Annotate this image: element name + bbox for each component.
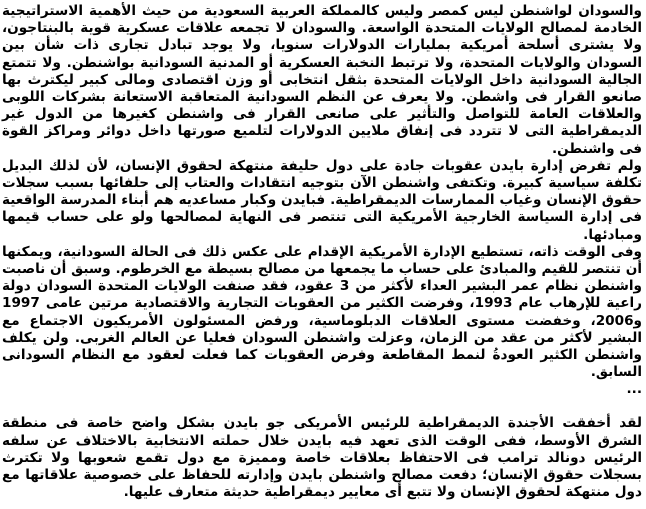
paragraph-sudan-significance: والسودان لواشنطن ليس كمصر وليس كالمملكة العربية السعودية من حيث الأهمية الاستراتيجية الخادمة لمصالح الولايات المتحدة الواسعة. والسودان لا تجمعه علاقات عسكرية قوية بالبنتاجون، ولا يشترى أسلحة أمريكية بمليارات الدولارات سنويا، ولا يوجد تبادل تجارى ذات شأن بين السودان والولايات المتحدة، ولا ترتبط النخبة العسكرية أو المدنية السودانية بواشنطن. ولا تتمتع الجالية السودانية داخل الولايات المتحدة بثقل انتخابى أو وزن اقتصادى ومالى كبير ليكترث بها صانعو القرار فى واشطن. ولا يعرف عن النظم السودانية المتعاقبة الاستعانة بشركات اللوبى والعلاقات العامة للتواصل والتأثير على صانعى القرار فى واشنطن كغيرها من الدول غير الديمقراطية التى لا تتردد فى إنفاق ملايين الدولارات لتلميع صورتها داخل دوائر ومراكز القوة فى واشنطن.: [2, 3, 642, 157]
blank-line: [2, 398, 642, 415]
section-separator: ...: [626, 381, 642, 398]
article-body: [2, 3, 642, 501]
paragraph-sudan-history: وفى الوقت ذاته، تستطيع الإدارة الأمريكية الإقدام على عكس ذلك فى الحالة السودانية، ويمكنها أن تنتصر للقيم والمبادئ على حساب ما يجمعها من مصالح بسيطة مع الخرطوم. وسبق أن ناصبت واشنطن نظام عمر البشير العداء لأكثر من 3 عقود، فقد صنفت الولايات المتحدة السودان دولة راعية للإرهاب عام 1993، وفرضت الكثير من العقوبات التجارية والاقتصادية مرتين عامى 1997 و2006، وخفضت مستوى العلاقات الدبلوماسية، ورفض المسئولون الأمريكيون الاجتماع مع البشير لأكثر من عقد من الزمان، وعزلت واشنطن السودان فعليا عن العالم الغربى. ولن يكلف واشنطن الكثير العودةُ لنمط المقاطعة وفرض العقوبات كما فعلت لعقود مع النظام السودانى السابق.: [2, 243, 643, 381]
paragraph-democratic-agenda: لقد أخفقت الأجندة الديمقراطية للرئيس الأمريكى جو بايدن بشكل واضح خاصة فى منطقة الشرق الأوسط، ففى الوقت الذى تعهد فيه بايدن خلال حملته الانتخابية بالاختلاف عن سلفه الرئيس دونالد ترامب فى الاحتفاظ بعلاقات خاصة ومميزة مع دول تقمع شعوبها ولا تكترث بسجلات حقوق الإنسان؛ دفعت مصالح واشنطن بايدن وإدارته للحفاظ على خصوصية علاقاتها مع دول منتهكة لحقوق الإنسان ولا تتبع أى معايير ديمقراطية حديثة متعارف عليها.: [2, 415, 642, 501]
paragraph-biden-sanctions: ولم تفرض إدارة بايدن عقوبات جادة على دول حليفة منتهكة لحقوق الإنسان، لأن لذلك البديل تكلفة سياسية كبيرة. وتكتفى واشنطن الآن بتوجيه انتقادات والعتاب إلى حلفائها بسبب سجلات حقوق الإنسان وغياب الممارسات الديمقراطية. فبايدن وكبار مساعديه هم أبناء المدرسة الواقعية فى إدارة السياسة الخارجية الأمريكية التى تنتصر فى النهاية لمصالحها ولو على حساب قيمها ومبادئها.: [2, 157, 642, 243]
